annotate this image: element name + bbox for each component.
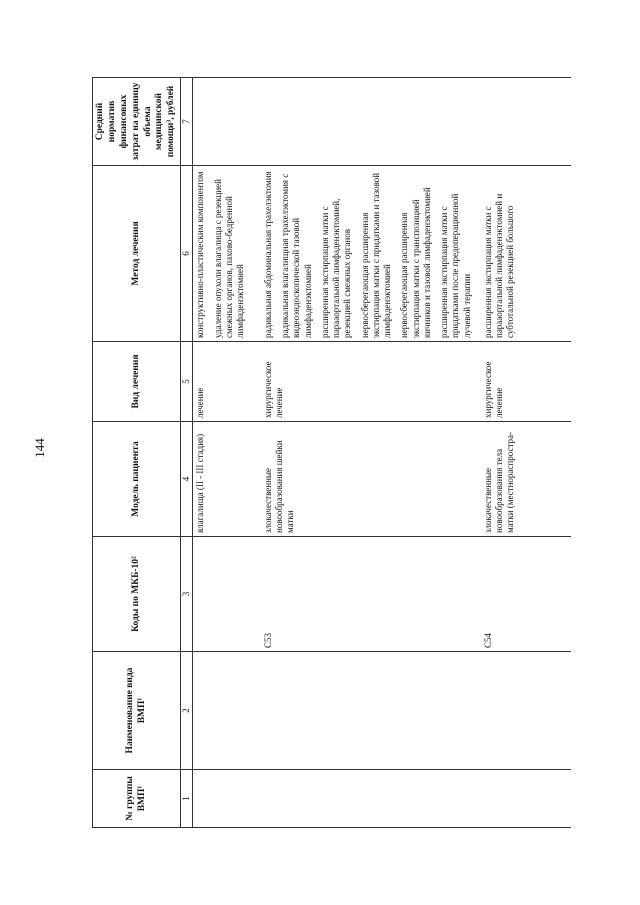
financial-norm-cell — [193, 78, 261, 166]
header-financial-norm: Средний норматив финансовых затрат на единицу объема медицинской помощи³, рублей — [93, 78, 181, 166]
column-number: 6 — [181, 166, 193, 342]
treatment-type-cell: хирургическое лечение — [481, 342, 571, 422]
patient-model-cell: злокачественные новообразования шейки матки — [261, 422, 481, 537]
icd-code-cell — [193, 537, 261, 652]
method-item: нервосберегающая расширенная экстирпация матки с придатками и тазовой лимфаденэктомией — [359, 172, 393, 338]
header-group-number: № группы ВМП¹ — [93, 770, 181, 828]
table-row — [261, 78, 481, 828]
treatment-type-cell: лечение — [193, 342, 261, 422]
group-number-cell — [193, 770, 261, 828]
vmp-name-cell — [193, 652, 261, 770]
vmp-name-cell — [481, 652, 571, 770]
rotated-table-container — [92, 78, 576, 828]
page-number: 144 — [31, 438, 47, 458]
header-icd-codes: Коды по МКБ-10² — [93, 537, 181, 652]
financial-norm-cell — [481, 78, 571, 166]
column-number: 3 — [181, 537, 193, 652]
column-number: 7 — [181, 78, 193, 166]
header-treatment-method: Метод лечения — [93, 166, 181, 342]
method-item: радикальная влагалищная трахелэктомия с видеоэндоскопической тазовой лимфаденэктомией — [280, 173, 313, 338]
method-item: конструктивно-пластическим компонентом — [195, 171, 206, 338]
treatment-table — [92, 77, 571, 828]
header-treatment-type: Вид лечения — [93, 342, 181, 422]
group-number-cell — [261, 770, 481, 828]
column-number: 1 — [181, 770, 193, 828]
header-patient-model: Модель пациента — [93, 422, 181, 537]
header-row — [93, 78, 181, 828]
table-row — [481, 78, 571, 828]
group-number-cell — [481, 770, 571, 828]
column-number: 2 — [181, 652, 193, 770]
treatment-method-cell — [481, 166, 571, 342]
method-item: расширенная экстирпация матки с парааортальной лимфаденэктомией и субтотальной резекцией большого — [482, 193, 516, 338]
header-vmp-name: Наименование вида ВМП¹ — [93, 652, 181, 770]
method-item: нервосберегающая расширенная экстирпация матки с транспозицией яичников и тазовой лимфаденэктомией — [399, 187, 432, 338]
method-item: расширенная экстирпация матки с придатками после предоперационной лучевой терапии — [439, 193, 472, 338]
treatment-method-cell — [261, 166, 481, 342]
icd-code-cell: C54 — [481, 537, 571, 652]
icd-code-cell: C53 — [261, 537, 481, 652]
patient-model-cell: злокачественные новообразования тела матки (местнораспростра- — [481, 422, 571, 537]
method-item: расширенная экстирпация матки с парааортальной лимфаденэктомией, резекцией смежных органов — [319, 198, 353, 338]
column-number: 4 — [181, 422, 193, 537]
patient-model-cell: влагалища (II - III стадия) — [193, 422, 261, 537]
table-row — [193, 78, 261, 828]
treatment-method-cell — [193, 166, 261, 342]
treatment-type-cell: хирургическое лечение — [261, 342, 481, 422]
column-number-row — [181, 78, 193, 828]
method-item: удаление опухоли влагалища с резекцией смежных органов, пахово-бедренной лимфаденэктомией — [212, 179, 246, 338]
vmp-name-cell — [261, 652, 481, 770]
financial-norm-cell — [261, 78, 481, 166]
column-number: 5 — [181, 342, 193, 422]
method-item: радикальная абдоминальная трахелэктомия — [262, 171, 273, 338]
